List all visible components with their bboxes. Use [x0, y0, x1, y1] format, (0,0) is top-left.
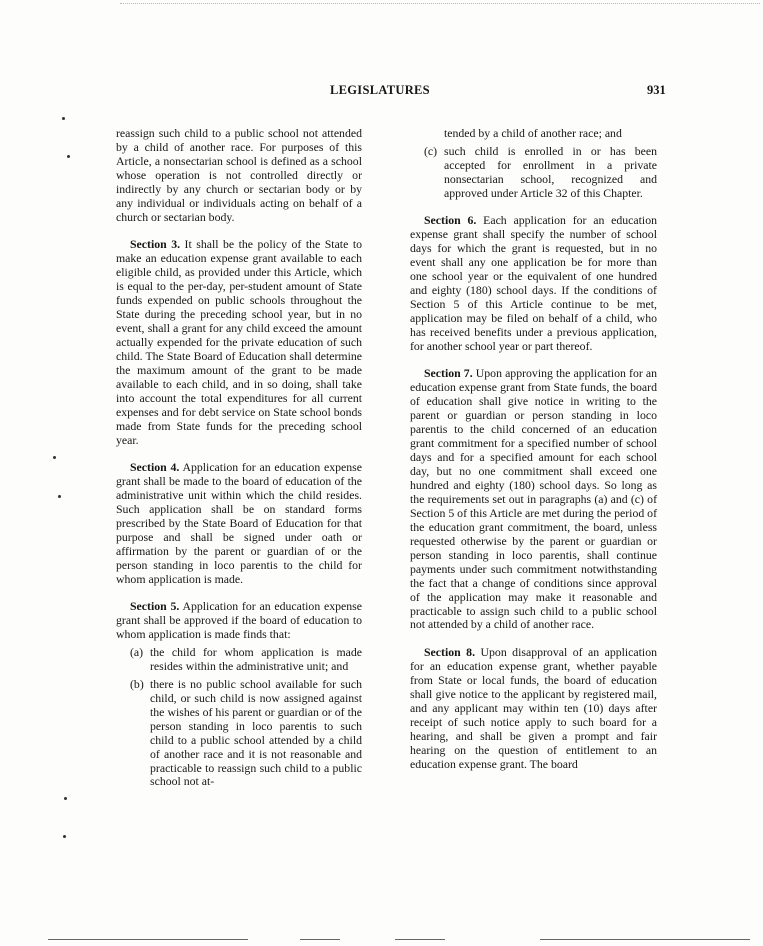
section-3-text: It shall be the policy of the State to make an education expense grant available to each eligible child, as provided under this Article, which is equal to the per-day, per-student amount of State funds expended on public schools throughout the State during the preceding school year, but in no event, shall a grant for any child exceed the amount actually expended for the private education of such child. The State Board of Education shall determine the maximum amount of the grant to be made available to each child, and in so doing, shall take into account the total expenditures for all current expenses and for debt service on State school bonds made from State funds for the preceding school year.: [116, 237, 362, 447]
section-7-heading: Section 7.: [424, 366, 473, 381]
paragraph-continuation: reassign such child to a public school not attended by a child of another race. For purposes of this Article, a nonsectarian school is defined as a school whose operation is not controlled directly or indirectly by any church or sectarian body or by any individual or individuals acting on behalf of a church or sectarian body.: [116, 126, 362, 224]
page-header: [0, 83, 763, 101]
list-item-b-text: there is no public school available for such child, or such child is now assigned against the wishes of his parent or guardian or of the person standing in loco parentis to such child to a public school attended by a child of another race and it is not reasonable and practicable to reassign such child to a public school not at-: [150, 676, 362, 789]
scan-speck: [63, 835, 66, 838]
list-item-c-text: such child is enrolled in or has been accepted for enrollment in a private nonsectarian school, recognized and approved under Article 32 of this Chapter.: [444, 143, 657, 200]
left-column: [116, 127, 362, 793]
list-item-b: [116, 678, 362, 790]
right-column: [410, 127, 657, 785]
list-marker-b: (b): [130, 676, 144, 691]
page-number: 931: [647, 83, 666, 97]
scan-top-edge: [120, 3, 760, 4]
section-4-heading: Section 4.: [130, 459, 180, 474]
scan-speck: [64, 797, 67, 800]
section-5-heading: Section 5.: [130, 599, 180, 614]
section-4-text: Application for an education expense grant shall be made to the board of education of the administrative unit within which the child resides. Such application shall be on standard forms prescribed by the State Board of Education for that purpose and shall be signed under oath or affirmation by the parent or guardian of or the person standing in loco parentis to the child for whom application is made.: [116, 459, 362, 586]
scan-bottom-edge: [395, 939, 445, 940]
section-3-heading: Section 3.: [130, 237, 181, 252]
scan-speck: [58, 495, 61, 498]
section-8-text: Upon disapproval of an application for an education expense grant, whether payable from State or local funds, the board of education shall give notice to the applicant by registered mail, and any applicant may within ten (10) days after receipt of such notice apply to such board for a hearing, and shall be given a prompt and fair hearing on the question of entitlement to an education expense grant. The board: [410, 644, 658, 771]
list-marker-a: (a): [130, 644, 144, 659]
scan-bottom-edge: [300, 939, 340, 940]
section-6-heading: Section 6.: [424, 213, 477, 228]
section-3-paragraph: [116, 238, 362, 447]
scan-speck: [62, 117, 65, 120]
section-5-paragraph: [116, 600, 362, 642]
list-marker-c: (c): [424, 143, 438, 158]
list-item-a-text: the child for whom application is made resides within the administrative unit; and: [150, 644, 362, 673]
scan-speck: [67, 155, 70, 158]
list-item-b-continuation: tended by a child of another race; and: [444, 126, 622, 140]
section-8-heading: Section 8.: [424, 644, 476, 659]
running-head: LEGISLATURES: [330, 83, 430, 97]
scan-speck: [53, 456, 56, 459]
section-7-text: Upon approving the application for an education expense grant from State funds, the board of education shall give notice in writing to the parent or guardian or person standing in loco parentis to the child concerned of an education grant commitment for a specified number of school days and for a specified amount for each school day, but no one commitment shall exceed one hundred and eighty (180) school days. So long as the requirements set out in paragraphs (a) and (c) of Section 5 of this Article are met during the period of the education grant commitment, the board, unless requested otherwise by the parent or guardian or person standing in loco parentis, shall continue payments under such commitment notwithstanding the fact that a change of conditions since approval of the application may make it reasonable and practicable to assign such child to a public school not attended by a child of another race.: [410, 366, 658, 632]
section-7-paragraph: [410, 367, 657, 632]
scan-bottom-edge: [48, 939, 248, 940]
section-6-paragraph: [410, 214, 657, 354]
section-5-text: Application for an education expense grant shall be approved if the board of education to whom application is made finds that:: [116, 599, 362, 641]
list-item-a: [116, 646, 362, 674]
section-4-paragraph: [116, 461, 362, 587]
list-item-c: [410, 145, 657, 201]
scan-bottom-edge: [540, 939, 750, 940]
section-8-paragraph: [410, 646, 657, 772]
section-6-text: Each application for an education expense grant shall specify the number of school days for which the grant is requested, but in no event shall any one application be for more than one school year or the equivalent of one hundred and eighty (180) school days. If the conditions of Section 5 of this Article continue to be met, application may be filed on behalf of a child, who has received benefits under a previous application, for another school year or part thereof.: [410, 213, 658, 353]
